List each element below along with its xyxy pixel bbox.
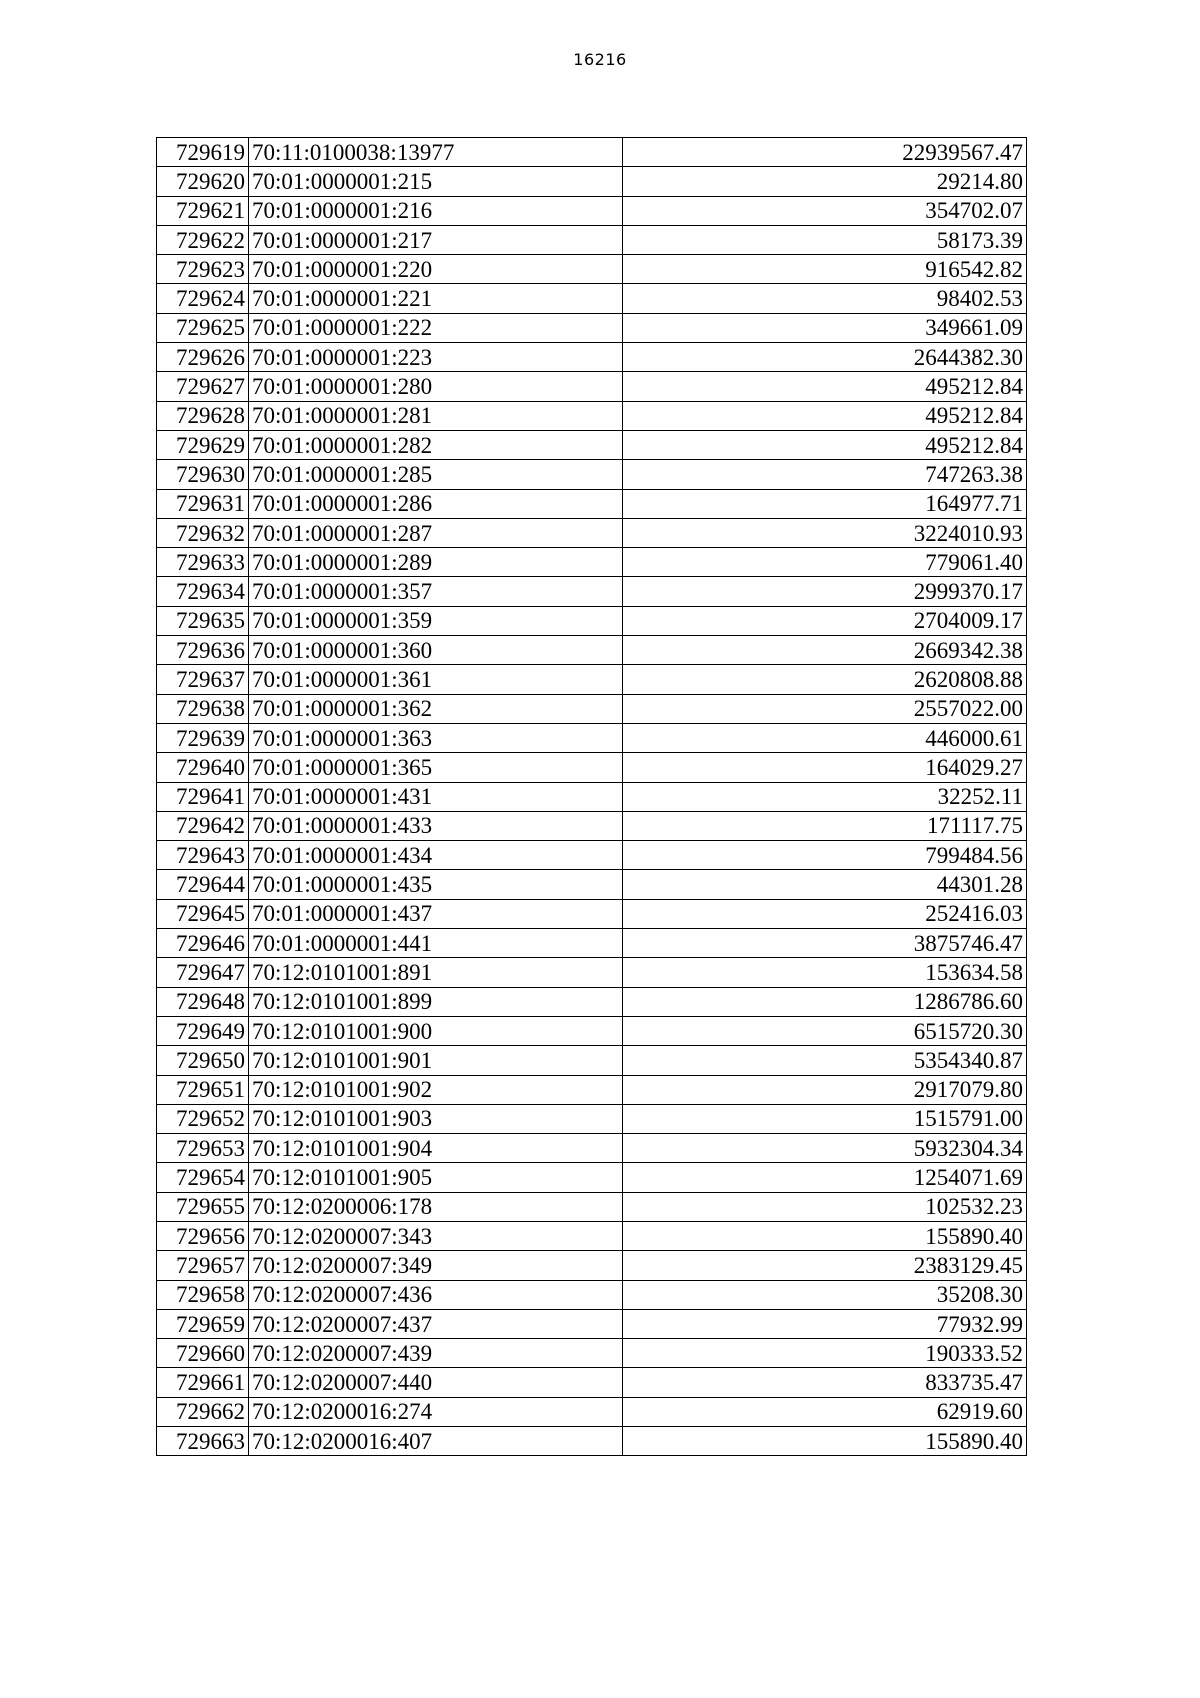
cadastral-value-cell: 3875746.47 (623, 929, 1027, 958)
cadastral-value-table (156, 137, 1027, 1456)
row-number-cell: 729644 (157, 870, 249, 899)
cadastral-number-cell: 70:01:0000001:280 (249, 372, 623, 401)
table-row (157, 138, 1027, 167)
row-number-cell: 729638 (157, 694, 249, 723)
row-number-cell: 729658 (157, 1280, 249, 1309)
cadastral-number-cell: 70:01:0000001:362 (249, 694, 623, 723)
row-number-cell: 729643 (157, 841, 249, 870)
row-number-cell: 729639 (157, 723, 249, 752)
table-row (157, 841, 1027, 870)
row-number-cell: 729619 (157, 138, 249, 167)
table-row (157, 1397, 1027, 1426)
table-row (157, 489, 1027, 518)
table-row (157, 899, 1027, 928)
table-row (157, 430, 1027, 459)
cadastral-number-cell: 70:01:0000001:282 (249, 430, 623, 459)
row-number-cell: 729633 (157, 548, 249, 577)
cadastral-value-cell: 2704009.17 (623, 606, 1027, 635)
table-row (157, 343, 1027, 372)
table-row (157, 313, 1027, 342)
cadastral-value-cell: 2383129.45 (623, 1251, 1027, 1280)
row-number-cell: 729636 (157, 636, 249, 665)
cadastral-number-cell: 70:01:0000001:357 (249, 577, 623, 606)
cadastral-value-cell: 2644382.30 (623, 343, 1027, 372)
table-row (157, 548, 1027, 577)
table-row (157, 1368, 1027, 1397)
row-number-cell: 729646 (157, 929, 249, 958)
cadastral-number-cell: 70:01:0000001:281 (249, 401, 623, 430)
row-number-cell: 729655 (157, 1192, 249, 1221)
table-row (157, 1134, 1027, 1163)
table-row (157, 372, 1027, 401)
cadastral-value-cell: 102532.23 (623, 1192, 1027, 1221)
cadastral-value-cell: 22939567.47 (623, 138, 1027, 167)
table-body (157, 138, 1027, 1456)
row-number-cell: 729634 (157, 577, 249, 606)
table-row (157, 1016, 1027, 1045)
cadastral-value-cell: 446000.61 (623, 723, 1027, 752)
row-number-cell: 729622 (157, 225, 249, 254)
cadastral-number-cell: 70:01:0000001:220 (249, 255, 623, 284)
cadastral-number-cell: 70:01:0000001:434 (249, 841, 623, 870)
row-number-cell: 729635 (157, 606, 249, 635)
cadastral-value-cell: 349661.09 (623, 313, 1027, 342)
table-row (157, 255, 1027, 284)
cadastral-value-cell: 44301.28 (623, 870, 1027, 899)
table-row (157, 518, 1027, 547)
table-row (157, 1251, 1027, 1280)
row-number-cell: 729647 (157, 958, 249, 987)
cadastral-number-cell: 70:12:0101001:901 (249, 1046, 623, 1075)
cadastral-number-cell: 70:01:0000001:431 (249, 782, 623, 811)
table-row (157, 958, 1027, 987)
cadastral-value-cell: 155890.40 (623, 1427, 1027, 1456)
cadastral-number-cell: 70:01:0000001:221 (249, 284, 623, 313)
cadastral-value-cell: 164029.27 (623, 753, 1027, 782)
row-number-cell: 729653 (157, 1134, 249, 1163)
row-number-cell: 729623 (157, 255, 249, 284)
cadastral-value-cell: 98402.53 (623, 284, 1027, 313)
cadastral-number-cell: 70:12:0101001:904 (249, 1134, 623, 1163)
cadastral-number-cell: 70:01:0000001:365 (249, 753, 623, 782)
cadastral-value-cell: 153634.58 (623, 958, 1027, 987)
cadastral-value-cell: 2669342.38 (623, 636, 1027, 665)
row-number-cell: 729641 (157, 782, 249, 811)
table-row (157, 811, 1027, 840)
cadastral-number-cell: 70:01:0000001:441 (249, 929, 623, 958)
row-number-cell: 729640 (157, 753, 249, 782)
table-row (157, 284, 1027, 313)
cadastral-value-cell: 58173.39 (623, 225, 1027, 254)
page-number: 16216 (573, 50, 627, 69)
row-number-cell: 729659 (157, 1309, 249, 1338)
row-number-cell: 729628 (157, 401, 249, 430)
row-number-cell: 729620 (157, 167, 249, 196)
row-number-cell: 729648 (157, 987, 249, 1016)
cadastral-number-cell: 70:11:0100038:13977 (249, 138, 623, 167)
table-row (157, 636, 1027, 665)
row-number-cell: 729629 (157, 430, 249, 459)
cadastral-number-cell: 70:12:0200006:178 (249, 1192, 623, 1221)
table-row (157, 694, 1027, 723)
cadastral-number-cell: 70:01:0000001:359 (249, 606, 623, 635)
cadastral-value-cell: 2557022.00 (623, 694, 1027, 723)
cadastral-number-cell: 70:12:0200007:439 (249, 1339, 623, 1368)
table-row (157, 460, 1027, 489)
cadastral-number-cell: 70:01:0000001:223 (249, 343, 623, 372)
cadastral-value-cell: 2999370.17 (623, 577, 1027, 606)
row-number-cell: 729625 (157, 313, 249, 342)
table-row (157, 606, 1027, 635)
row-number-cell: 729661 (157, 1368, 249, 1397)
table-row (157, 1075, 1027, 1104)
table-row (157, 401, 1027, 430)
table-row (157, 1339, 1027, 1368)
cadastral-number-cell: 70:01:0000001:361 (249, 665, 623, 694)
cadastral-value-cell: 155890.40 (623, 1221, 1027, 1250)
cadastral-number-cell: 70:12:0200007:436 (249, 1280, 623, 1309)
table-row (157, 225, 1027, 254)
row-number-cell: 729627 (157, 372, 249, 401)
cadastral-number-cell: 70:01:0000001:222 (249, 313, 623, 342)
cadastral-value-cell: 354702.07 (623, 196, 1027, 225)
cadastral-number-cell: 70:01:0000001:216 (249, 196, 623, 225)
cadastral-value-cell: 252416.03 (623, 899, 1027, 928)
cadastral-number-cell: 70:01:0000001:286 (249, 489, 623, 518)
table-row (157, 1163, 1027, 1192)
table-row (157, 1309, 1027, 1338)
row-number-cell: 729663 (157, 1427, 249, 1456)
table-row (157, 723, 1027, 752)
row-number-cell: 729642 (157, 811, 249, 840)
cadastral-value-cell: 495212.84 (623, 430, 1027, 459)
row-number-cell: 729651 (157, 1075, 249, 1104)
cadastral-number-cell: 70:12:0101001:903 (249, 1104, 623, 1133)
cadastral-value-cell: 5932304.34 (623, 1134, 1027, 1163)
cadastral-number-cell: 70:12:0101001:900 (249, 1016, 623, 1045)
cadastral-number-cell: 70:12:0200016:407 (249, 1427, 623, 1456)
table-row (157, 870, 1027, 899)
row-number-cell: 729649 (157, 1016, 249, 1045)
cadastral-value-cell: 171117.75 (623, 811, 1027, 840)
cadastral-value-cell: 779061.40 (623, 548, 1027, 577)
table-row (157, 1221, 1027, 1250)
row-number-cell: 729660 (157, 1339, 249, 1368)
table-row (157, 987, 1027, 1016)
cadastral-number-cell: 70:01:0000001:287 (249, 518, 623, 547)
cadastral-value-cell: 62919.60 (623, 1397, 1027, 1426)
table-row (157, 196, 1027, 225)
cadastral-value-cell: 833735.47 (623, 1368, 1027, 1397)
cadastral-number-cell: 70:01:0000001:289 (249, 548, 623, 577)
cadastral-value-cell: 190333.52 (623, 1339, 1027, 1368)
cadastral-number-cell: 70:01:0000001:437 (249, 899, 623, 928)
cadastral-number-cell: 70:12:0101001:905 (249, 1163, 623, 1192)
cadastral-value-cell: 32252.11 (623, 782, 1027, 811)
table-row (157, 1046, 1027, 1075)
table-row (157, 1427, 1027, 1456)
cadastral-number-cell: 70:12:0101001:891 (249, 958, 623, 987)
cadastral-value-cell: 916542.82 (623, 255, 1027, 284)
row-number-cell: 729624 (157, 284, 249, 313)
cadastral-number-cell: 70:01:0000001:433 (249, 811, 623, 840)
cadastral-value-cell: 2917079.80 (623, 1075, 1027, 1104)
row-number-cell: 729662 (157, 1397, 249, 1426)
cadastral-number-cell: 70:12:0200007:437 (249, 1309, 623, 1338)
cadastral-value-cell: 495212.84 (623, 401, 1027, 430)
table-row (157, 577, 1027, 606)
table-row (157, 782, 1027, 811)
cadastral-number-cell: 70:12:0101001:902 (249, 1075, 623, 1104)
table-row (157, 1104, 1027, 1133)
row-number-cell: 729637 (157, 665, 249, 694)
cadastral-number-cell: 70:01:0000001:285 (249, 460, 623, 489)
table-row (157, 1280, 1027, 1309)
row-number-cell: 729656 (157, 1221, 249, 1250)
cadastral-value-cell: 29214.80 (623, 167, 1027, 196)
table-row (157, 665, 1027, 694)
table-row (157, 753, 1027, 782)
row-number-cell: 729650 (157, 1046, 249, 1075)
row-number-cell: 729645 (157, 899, 249, 928)
row-number-cell: 729626 (157, 343, 249, 372)
row-number-cell: 729621 (157, 196, 249, 225)
cadastral-value-cell: 495212.84 (623, 372, 1027, 401)
cadastral-value-cell: 2620808.88 (623, 665, 1027, 694)
cadastral-value-cell: 1286786.60 (623, 987, 1027, 1016)
cadastral-number-cell: 70:12:0200007:440 (249, 1368, 623, 1397)
cadastral-number-cell: 70:12:0200007:343 (249, 1221, 623, 1250)
cadastral-value-cell: 164977.71 (623, 489, 1027, 518)
cadastral-number-cell: 70:01:0000001:435 (249, 870, 623, 899)
cadastral-value-cell: 5354340.87 (623, 1046, 1027, 1075)
cadastral-value-cell: 77932.99 (623, 1309, 1027, 1338)
cadastral-value-cell: 1515791.00 (623, 1104, 1027, 1133)
cadastral-value-cell: 747263.38 (623, 460, 1027, 489)
cadastral-value-cell: 3224010.93 (623, 518, 1027, 547)
cadastral-value-cell: 35208.30 (623, 1280, 1027, 1309)
row-number-cell: 729657 (157, 1251, 249, 1280)
cadastral-number-cell: 70:12:0200007:349 (249, 1251, 623, 1280)
cadastral-number-cell: 70:01:0000001:360 (249, 636, 623, 665)
cadastral-number-cell: 70:01:0000001:217 (249, 225, 623, 254)
cadastral-value-cell: 1254071.69 (623, 1163, 1027, 1192)
table-row (157, 929, 1027, 958)
row-number-cell: 729652 (157, 1104, 249, 1133)
cadastral-value-cell: 6515720.30 (623, 1016, 1027, 1045)
cadastral-number-cell: 70:01:0000001:215 (249, 167, 623, 196)
row-number-cell: 729654 (157, 1163, 249, 1192)
cadastral-number-cell: 70:12:0200016:274 (249, 1397, 623, 1426)
table-row (157, 1192, 1027, 1221)
cadastral-number-cell: 70:01:0000001:363 (249, 723, 623, 752)
cadastral-number-cell: 70:12:0101001:899 (249, 987, 623, 1016)
table-row (157, 167, 1027, 196)
cadastral-value-cell: 799484.56 (623, 841, 1027, 870)
row-number-cell: 729632 (157, 518, 249, 547)
row-number-cell: 729630 (157, 460, 249, 489)
row-number-cell: 729631 (157, 489, 249, 518)
